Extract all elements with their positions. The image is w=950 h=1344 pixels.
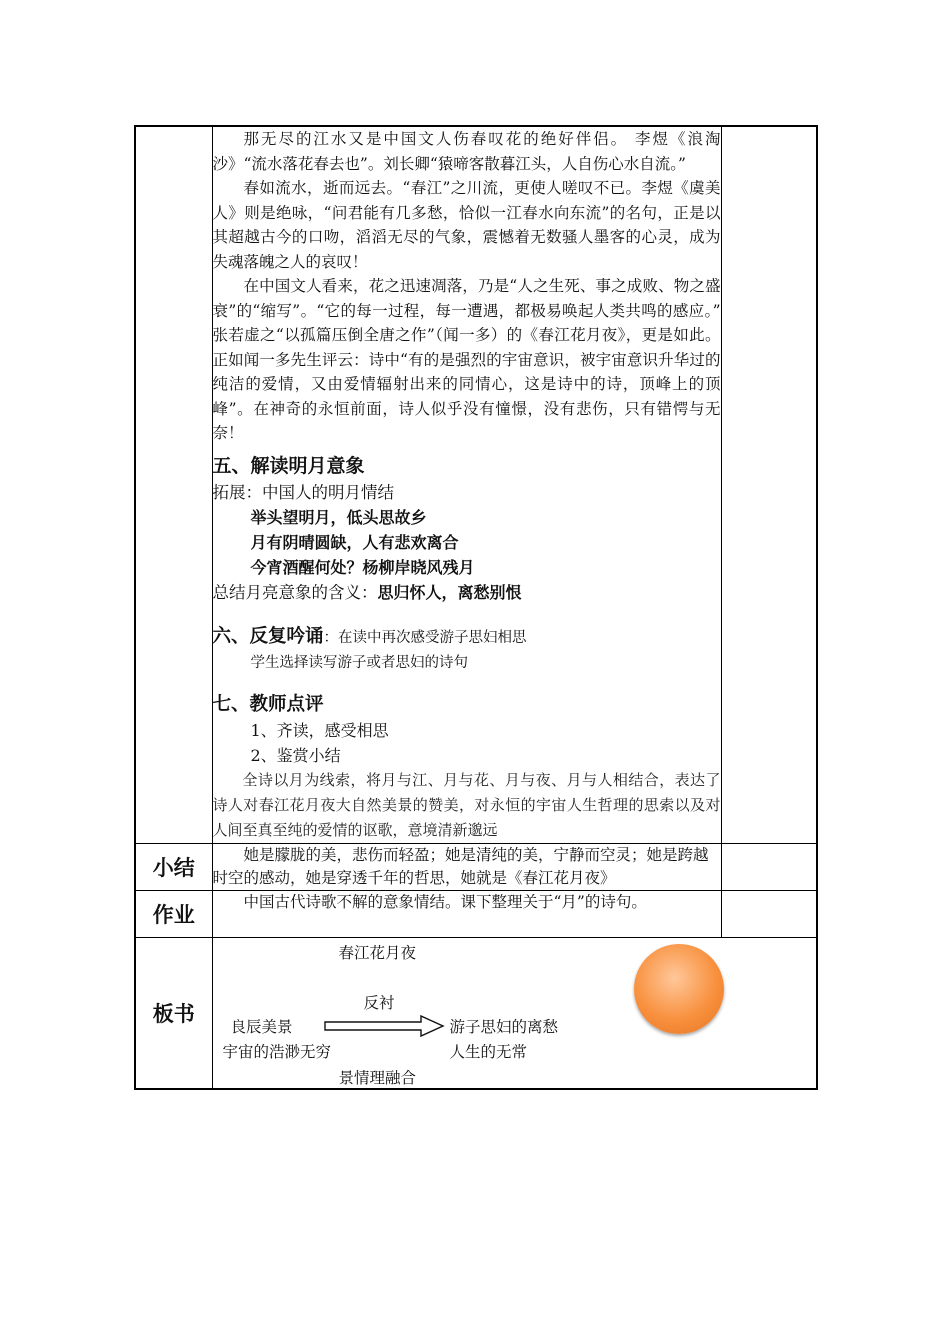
summary-row — [135, 843, 817, 890]
board-bottom: 景情理融合 — [338, 1068, 417, 1087]
board-row — [135, 937, 817, 1089]
board-left-1: 良辰美景 — [230, 1017, 293, 1036]
section6 — [213, 623, 721, 652]
content-main-cell — [212, 126, 721, 843]
homework-label: 作业 — [135, 890, 212, 937]
section5-extension: 拓展：中国人的明月情结 — [212, 482, 394, 502]
section5-heading: 五、解读明月意象 — [212, 454, 365, 477]
board-title: 春江花月夜 — [338, 943, 417, 962]
poem-line-1: 举头望明月，低头思故乡 — [250, 507, 427, 527]
content-right-cell — [721, 126, 817, 843]
section6-sub: 在读中再次感受游子思妇相思 — [338, 629, 527, 646]
homework-row — [135, 890, 817, 937]
summary-text: 她是朦胧的美，悲伤而轻盈；她是清纯的美，宁静而空灵；她是跨越时空的感动，她是穿透千年的哲思，她就是《春江花月夜》 — [212, 843, 721, 890]
paragraph-1: 那无尽的江水又是中国文人伤春叹花的绝好伴侣。 李煜《浪淘沙》“流水落花春去也”。刘长卿“猿啼客散暮江头，人自伤心水自流。” — [212, 130, 721, 173]
section7-heading: 七、教师点评 — [212, 693, 324, 715]
content-left-cell — [135, 126, 212, 843]
lesson-plan-table — [134, 125, 818, 1090]
board-left-2: 宇宙的浩渺无穷 — [222, 1042, 332, 1061]
board-contrast: 反衬 — [363, 993, 395, 1012]
summary-label: 小结 — [135, 843, 212, 890]
section6-heading: 六、反复吟诵 — [212, 625, 324, 647]
moon-summary-bold: 思归怀人，离愁别恨 — [377, 582, 522, 602]
summary-right-cell — [721, 843, 817, 890]
section6-colon: ： — [323, 629, 339, 646]
paragraph-3: 在中国文人看来，花之迅速凋落，乃是“人之生死、事之成败、物之盛衰”的“缩写”。“它的每一过程，每一遭遇，都极易唤起人类共鸣的感应。” 张若虚之“以孤篇压倒全唐之作”（闻一多）的《春江花月夜》，更是如此。正如闻一多先生评云：诗中“有的是强烈的宇宙意识，被宇宙意识升华过的纯洁的爱情，又由爱情辐射出来的同情心，这是诗中的诗，顶峰上的顶峰”。在神奇的永恒前面，诗人似乎没有憧憬，没有悲伤，只有错愕与无奈！ — [212, 277, 721, 442]
section7-item-2: 2、鉴赏小结 — [250, 745, 341, 765]
poem-line-3: 今宵酒醒何处？杨柳岸晓风残月 — [250, 557, 475, 577]
board-right-2: 人生的无常 — [449, 1042, 528, 1061]
homework-right-cell — [721, 890, 817, 937]
board-label: 板书 — [135, 937, 212, 1089]
paragraph-2: 春如流水，逝而远去。“春江”之川流，更使人嗟叹不已。李煜《虞美人》则是绝咏，“问君能有几多愁，恰似一江春水向东流”的名句，正是以其超越古今的口吻，滔滔无尽的气象，震憾着无数骚人墨客的心灵，成为失魂落魄之人的哀叹！ — [212, 179, 721, 271]
board-arrow-icon — [323, 1014, 448, 1038]
poem-line-2: 月有阴晴圆缺，人有悲欢离合 — [250, 532, 459, 552]
orange-circle-icon — [634, 944, 724, 1034]
section7-closing: 全诗以月为线索，将月与江、月与花、月与夜、月与人相结合，表达了诗人对春江花月夜大自然美景的赞美，对永恒的宇宙人生哲理的思索以及对人间至真至纯的爱情的讴歌，意境清新邈远 — [212, 770, 721, 839]
section7-item-1: 1、齐读，感受相思 — [250, 720, 389, 740]
content-row — [135, 126, 817, 843]
board-diagram — [213, 938, 817, 1088]
board-cell — [212, 937, 817, 1089]
homework-text: 中国古代诗歌不解的意象情结。课下整理关于“月”的诗句。 — [212, 890, 721, 937]
moon-summary — [213, 580, 721, 605]
board-right-1: 游子思妇的离愁 — [449, 1017, 559, 1036]
section6-line2: 学生选择读写游子或者思妇的诗句 — [250, 654, 468, 671]
moon-summary-prefix: 总结月亮意象的含义： — [212, 582, 378, 602]
